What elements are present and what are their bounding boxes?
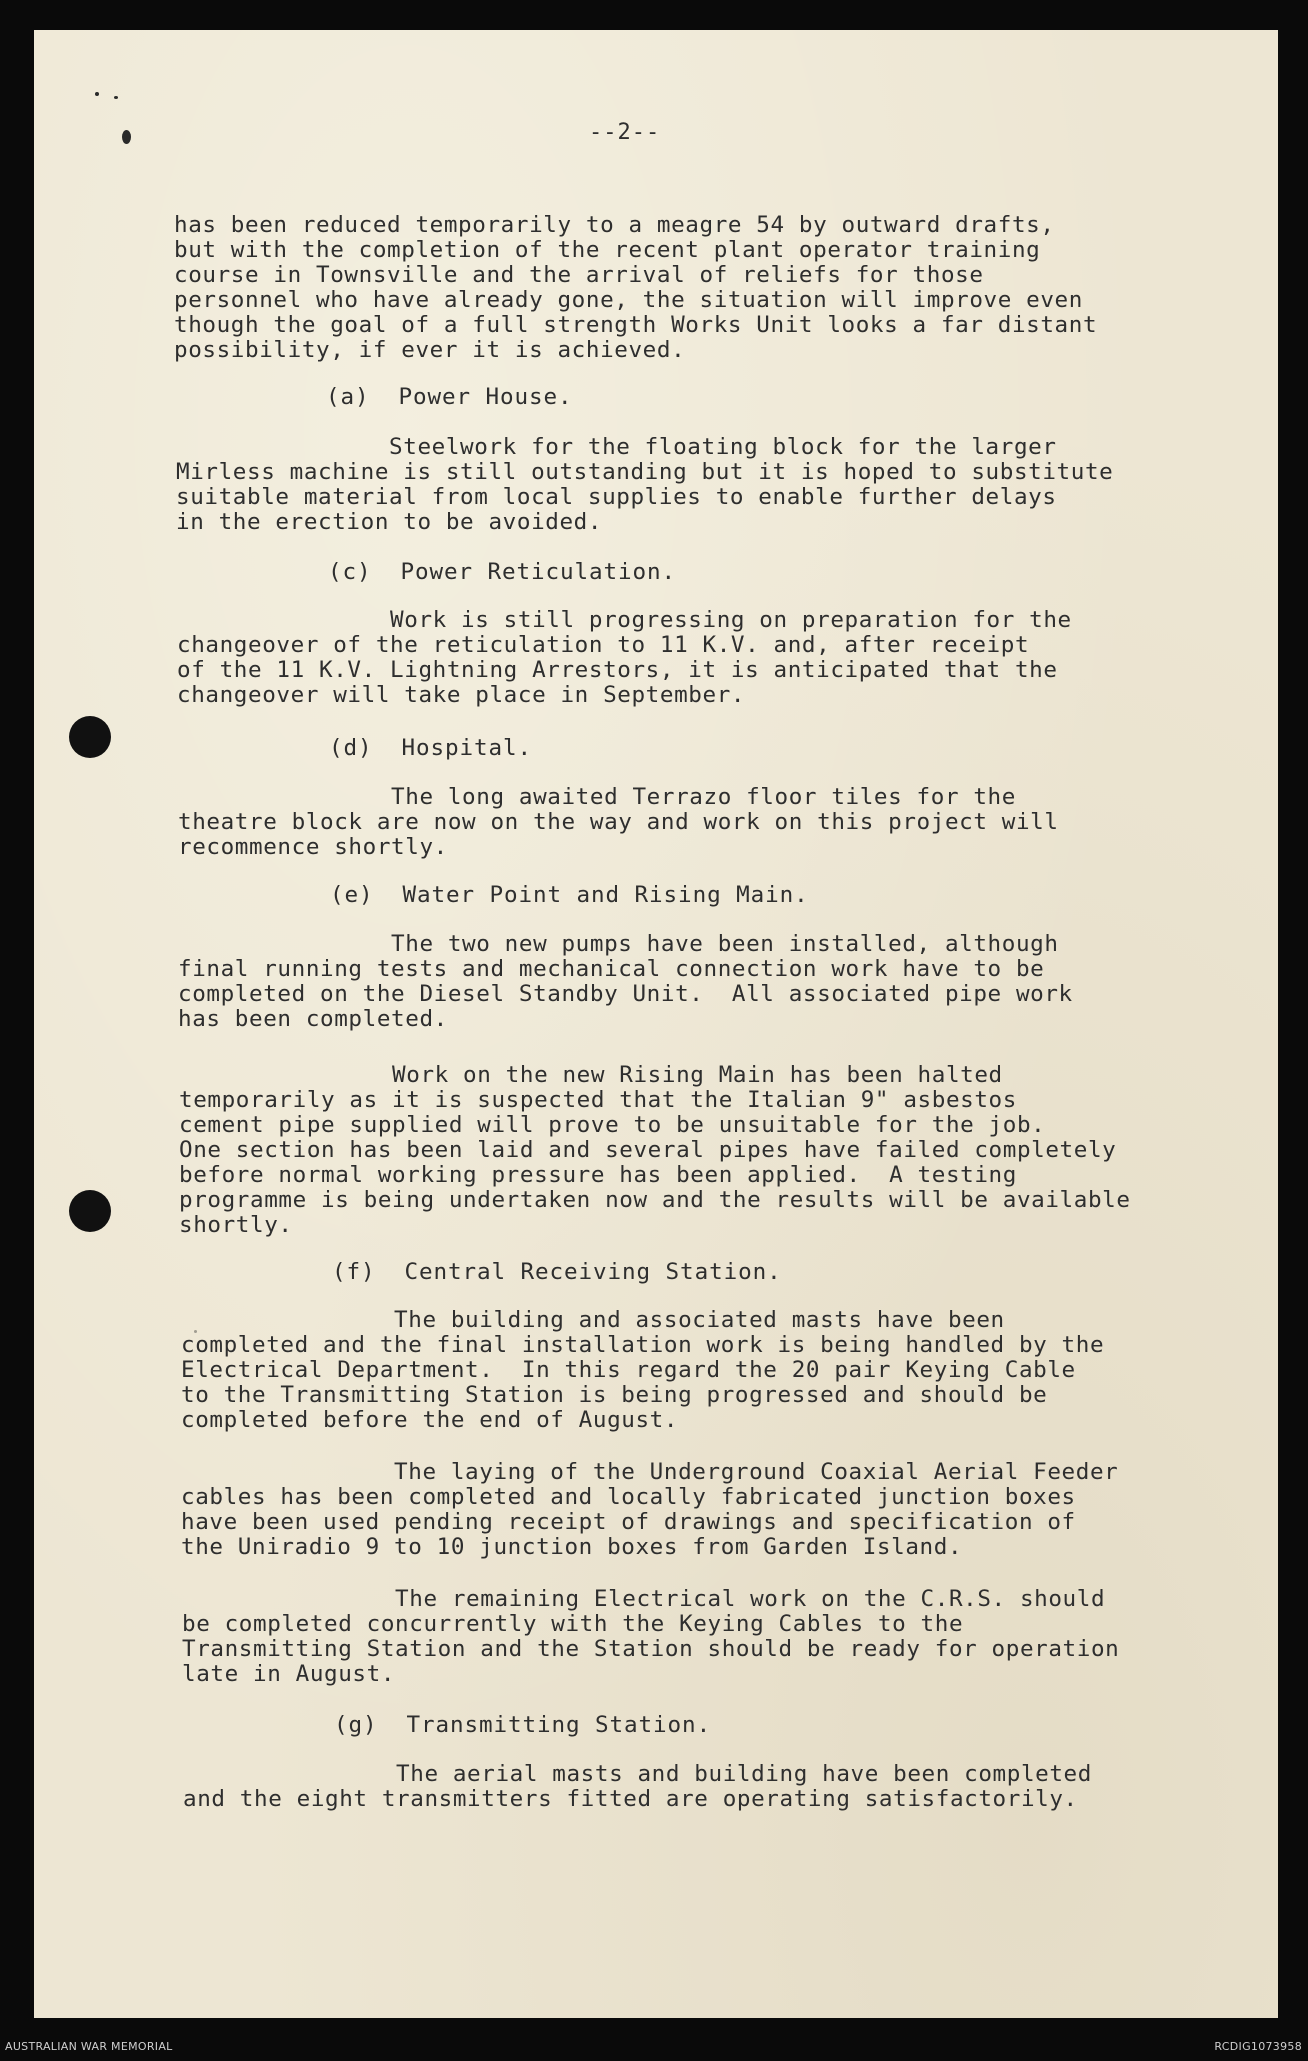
section-heading-central-receiving-station: (f) Central Receiving Station. [332,1259,782,1285]
section-heading-power-reticulation: (c) Power Reticulation. [328,559,677,585]
section-heading-power-house: (a) Power House. [326,384,573,410]
section-paragraph: Work is still progressing on preparation for the changeover of the reticulation to 11 K.V. and, after receipt of the 11 K.V. Lightning Arrestors, it is anticipated that the changeover will take place in September. [177,607,1072,708]
section-paragraph: Steelwork for the floating block for the larger Mirless machine is still outstanding but it is hoped to substitute suitable material from local supplies to enable further delays in the erection to be avoided. [176,434,1114,535]
paper-blemish [95,92,99,96]
section-paragraph: Work on the new Rising Main has been halted temporarily as it is suspected that the Italian 9" asbestos cement pipe supplied will prove to be unsuitable for the job. One section has been laid and several pipes have failed completely before normal working pressure has been applied. A testing programme is being undertaken now and the results will be available shortly. [179,1062,1131,1238]
archive-footer-label: AUSTRALIAN WAR MEMORIAL [5,2040,173,2053]
archive-reference-id: RCDIG1073958 [1214,2040,1302,2053]
section-paragraph: The long awaited Terrazo floor tiles for the theatre block are now on the way and work on this project will recommence shortly. [178,784,1059,860]
section-paragraph: The laying of the Underground Coaxial Aerial Feeder cables has been completed and locally fabricated junction boxes have been used pending receipt of drawings and specification of the Uniradio 9 to 10 junction boxes from Garden Island. [181,1459,1119,1560]
section-paragraph: The remaining Electrical work on the C.R.S. should be completed concurrently with the Keying Cables to the Transmitting Station and the Station should be ready for operation late in August. [182,1586,1120,1687]
document-page [34,30,1278,2018]
punch-hole [69,716,111,758]
section-heading-hospital: (d) Hospital. [329,735,533,761]
paper-blemish [122,130,131,144]
section-paragraph: The two new pumps have been installed, although final running tests and mechanical connection work have to be completed on the Diesel Standby Unit. All associated pipe work has been completed. [178,931,1073,1032]
section-paragraph: The aerial masts and building have been completed and the eight transmitters fitted are operating satisfactorily. [183,1761,1092,1812]
section-paragraph: The building and associated masts have been completed and the final installation work is being handled by the Electrical Department. In this regard the 20 pair Keying Cable to the Transmitting Station is being progressed and should be completed before the end of August. [181,1307,1105,1433]
punch-hole [69,1190,111,1232]
intro-paragraph: has been reduced temporarily to a meagre 54 by outward drafts, but with the completion of the recent plant operator training course in Townsville and the arrival of reliefs for those personnel who have already gone, the situation will improve even though the goal of a full strength Works Unit looks a far distant possibility, if ever it is achieved. [174,212,1098,363]
section-heading-water-point: (e) Water Point and Rising Main. [330,882,809,908]
page-number: --2-- [589,120,661,145]
section-heading-transmitting-station: (g) Transmitting Station. [334,1712,712,1738]
paper-blemish [114,96,118,99]
